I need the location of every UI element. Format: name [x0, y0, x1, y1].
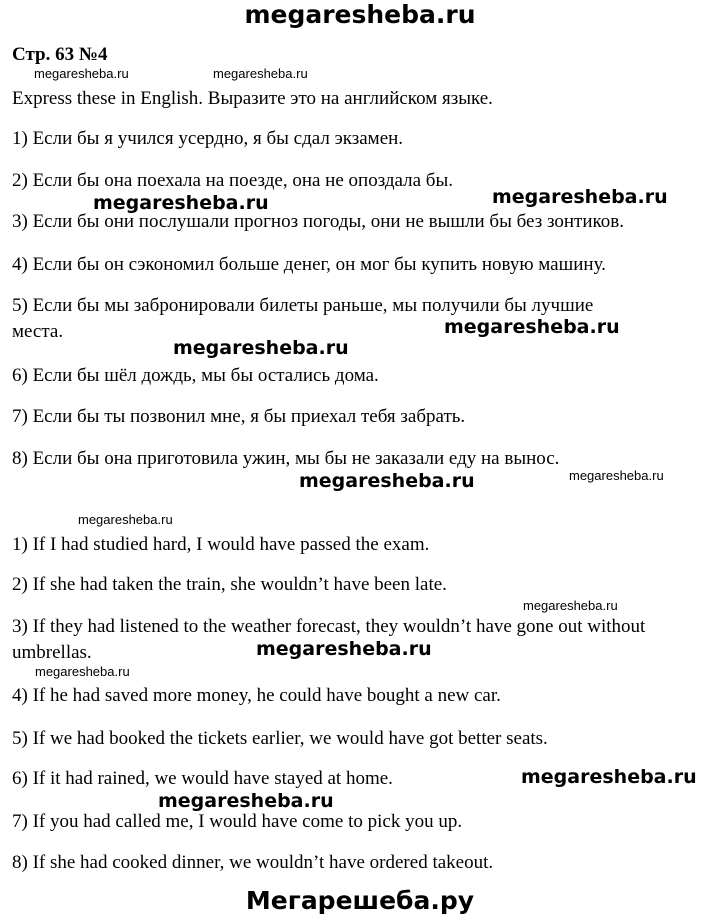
page-heading: Стр. 63 №4	[12, 44, 108, 65]
watermark: megaresheba.ru	[213, 66, 308, 81]
site-header: megaresheba.ru	[244, 0, 476, 29]
watermark: megaresheba.ru	[173, 337, 349, 359]
russian-line-2: 2) Если бы она поехала на поезде, она не опоздала бы.	[12, 170, 453, 191]
watermark: megaresheba.ru	[78, 512, 173, 527]
english-line-4: 4) If he had saved more money, he could have bought a new car.	[12, 685, 501, 706]
russian-line-6: 6) Если бы шёл дождь, мы бы остались дома.	[12, 365, 379, 386]
watermark: megaresheba.ru	[256, 638, 432, 660]
english-line-6: 6) If it had rained, we would have stayed at home.	[12, 768, 393, 789]
watermark: megaresheba.ru	[93, 192, 269, 214]
watermark: megaresheba.ru	[35, 664, 130, 679]
english-line-7: 7) If you had called me, I would have come to pick you up.	[12, 811, 463, 832]
watermark: megaresheba.ru	[492, 186, 668, 208]
russian-line-5: 5) Если бы мы забронировали билеты раньше, мы получили бы лучшие	[12, 295, 594, 316]
watermark: megaresheba.ru	[569, 468, 664, 483]
watermark: megaresheba.ru	[158, 790, 334, 812]
watermark: megaresheba.ru	[299, 470, 475, 492]
english-line-2: 2) If she had taken the train, she wouldn’t have been late.	[12, 574, 447, 595]
russian-line-7: 7) Если бы ты позвонил мне, я бы приехал тебя забрать.	[12, 406, 466, 427]
english-line-3: 3) If they had listened to the weather forecast, they wouldn’t have gone out without	[12, 616, 646, 637]
russian-line-4: 4) Если бы он сэкономил больше денег, он мог бы купить новую машину.	[12, 254, 606, 275]
russian-line-8: 8) Если бы она приготовила ужин, мы бы не заказали еду на вынос.	[12, 448, 560, 469]
watermark: megaresheba.ru	[34, 66, 129, 81]
watermark: megaresheba.ru	[521, 766, 697, 788]
site-footer: Мегарешеба.ру	[245, 886, 475, 915]
english-line-8: 8) If she had cooked dinner, we wouldn’t have ordered takeout.	[12, 852, 494, 873]
watermark: megaresheba.ru	[523, 598, 618, 613]
russian-line-3: 3) Если бы они послушали прогноз погоды, они не вышли бы без зонтиков.	[12, 211, 624, 232]
watermark: megaresheba.ru	[444, 316, 620, 338]
russian-line-5-continued: места.	[12, 321, 64, 342]
task-instruction: Express these in English. Выразите это на английском языке.	[12, 88, 493, 109]
russian-line-1: 1) Если бы я учился усердно, я бы сдал экзамен.	[12, 128, 404, 149]
english-line-1: 1) If I had studied hard, I would have passed the exam.	[12, 534, 430, 555]
english-line-3-continued: umbrellas.	[12, 642, 92, 663]
english-line-5: 5) If we had booked the tickets earlier, we would have got better seats.	[12, 728, 548, 749]
